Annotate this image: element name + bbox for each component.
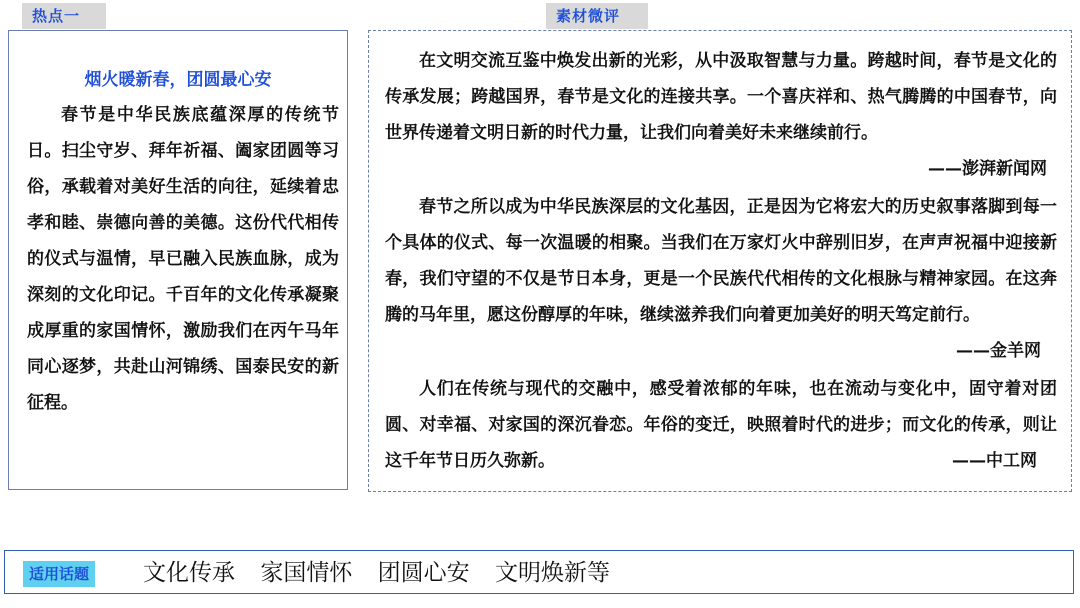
article-body: 春节是中华民族底蕴深厚的传统节日。扫尘守岁、拜年祈福、阖家团圆等习俗，承载着对美好生活的向往，延续着忠孝和睦、崇德向善的美德。这份代代相传的仪式与温情，早已融入民族血脉，成为深刻的文化印记。千百年的文化传承凝聚成厚重的家国情怀，激励我们在丙午马年同心逐梦，共赴山河锦绣、国泰民安的新征程。: [27, 105, 339, 413]
applicable-topics-bar: [4, 550, 1074, 594]
topic-item: 文明焕新等: [494, 560, 610, 586]
source-attribution: ——澎湃新闻网: [928, 159, 1047, 179]
topic-item: 文化传承: [143, 560, 235, 586]
topic-item: 家国情怀: [260, 560, 353, 586]
source-attribution: ——金羊网: [956, 341, 1041, 361]
applicable-topics-label: 适用话题: [23, 561, 95, 587]
commentary-paragraph: 人们在传统与现代的交融中，感受着浓郁的年味，也在流动与变化中，固守着对团圆、对幸福、对家国的深沉眷恋。年俗的变迁，映照着时代的进步；而文化的传承，则让这千年节日历久弥新。: [385, 379, 1057, 471]
topics-list: [143, 557, 628, 589]
commentary-paragraph: 在文明交流互鉴中焕发出新的光彩，从中汲取智慧与力量。跨越时间，春节是文化的传承发展；跨越国界，春节是文化的连接共享。一个喜庆祥和、热气腾腾的中国春节，向世界传递着文明日新的时代力量，让我们向着美好未来继续前行。: [385, 51, 1057, 143]
article-title: 烟火暖新春，团圆最心安: [84, 70, 272, 90]
hot-topic-tag: 热点一: [22, 3, 106, 29]
source-attribution: ——中工网: [952, 451, 1037, 471]
topic-item: 团圆心安: [377, 560, 470, 586]
commentary-paragraph: 春节之所以成为中华民族深层的文化基因，正是因为它将宏大的历史叙事落脚到每一个具体的仪式、每一次温暖的相聚。当我们在万家灯火中辞别旧岁，在声声祝福中迎接新春，我们守望的不仅是节日本身，更是一个民族代代相传的文化根脉与精神家园。在这奔腾的马年里，愿这份醇厚的年味，继续滋养我们向着更加美好的明天笃定前行。: [385, 197, 1057, 325]
left-text-panel: [8, 30, 348, 490]
material-comment-tag: 素材微评: [546, 3, 648, 29]
commentary-panel: [368, 30, 1072, 492]
